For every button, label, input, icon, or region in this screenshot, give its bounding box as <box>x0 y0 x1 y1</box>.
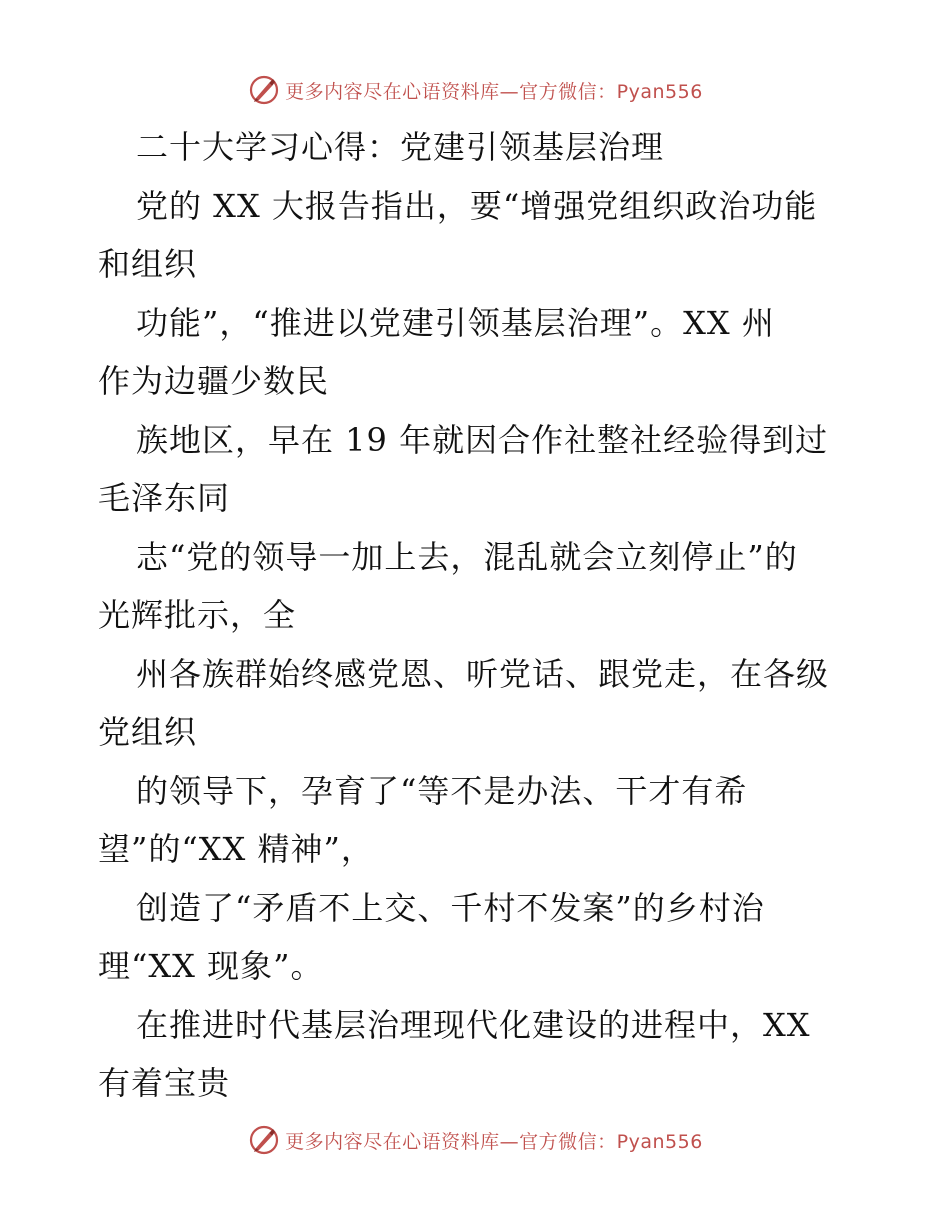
document-body <box>98 118 858 1113</box>
text-line: 作为边疆少数民 <box>98 362 330 400</box>
pen-logo-icon <box>247 73 281 107</box>
text-line: 志“党的领导一加上去，混乱就会立刻停止”的 <box>136 537 798 576</box>
header-watermark <box>0 70 950 110</box>
watermark-brand: 更多内容尽在心语资料库—官方微信： <box>285 80 617 103</box>
text-line: 光辉批示，全 <box>98 596 297 634</box>
pen-logo-icon <box>247 1123 281 1157</box>
watermark-handle: Pyan556 <box>616 80 703 103</box>
text-line: 毛泽东同 <box>98 479 231 517</box>
text-line: 党的 XX 大报告指出，要“增强党组织政治功能 <box>136 186 818 225</box>
text-line: 二十大学习心得：党建引领基层治理 <box>136 128 665 166</box>
text-line: 望”的“XX 精神”， <box>98 830 374 868</box>
watermark-handle: Pyan556 <box>616 1130 703 1153</box>
watermark-text <box>285 77 703 104</box>
text-line: 州各族群始终感党恩、听党话、跟党走，在各级 <box>136 654 830 693</box>
watermark-text <box>285 1127 703 1154</box>
text-line: 有着宝贵 <box>98 1064 231 1102</box>
text-line: 在推进时代基层治理现代化建设的进程中，XX <box>136 1005 811 1044</box>
watermark-brand: 更多内容尽在心语资料库—官方微信： <box>285 1130 617 1153</box>
text-line: 族地区，早在 19 年就因合作社整社经验得到过 <box>136 420 829 459</box>
text-line: 创造了“矛盾不上交、千村不发案”的乡村治 <box>136 888 765 927</box>
footer-watermark <box>0 1120 950 1160</box>
text-line: 的领导下，孕育了“等不是办法、干才有希 <box>136 771 748 810</box>
text-line: 党组织 <box>98 713 198 751</box>
text-line: 功能”，“推进以党建引领基层治理”。XX 州 <box>136 303 775 342</box>
text-line: 理“XX 现象”。 <box>98 947 324 985</box>
text-line: 和组织 <box>98 245 198 283</box>
